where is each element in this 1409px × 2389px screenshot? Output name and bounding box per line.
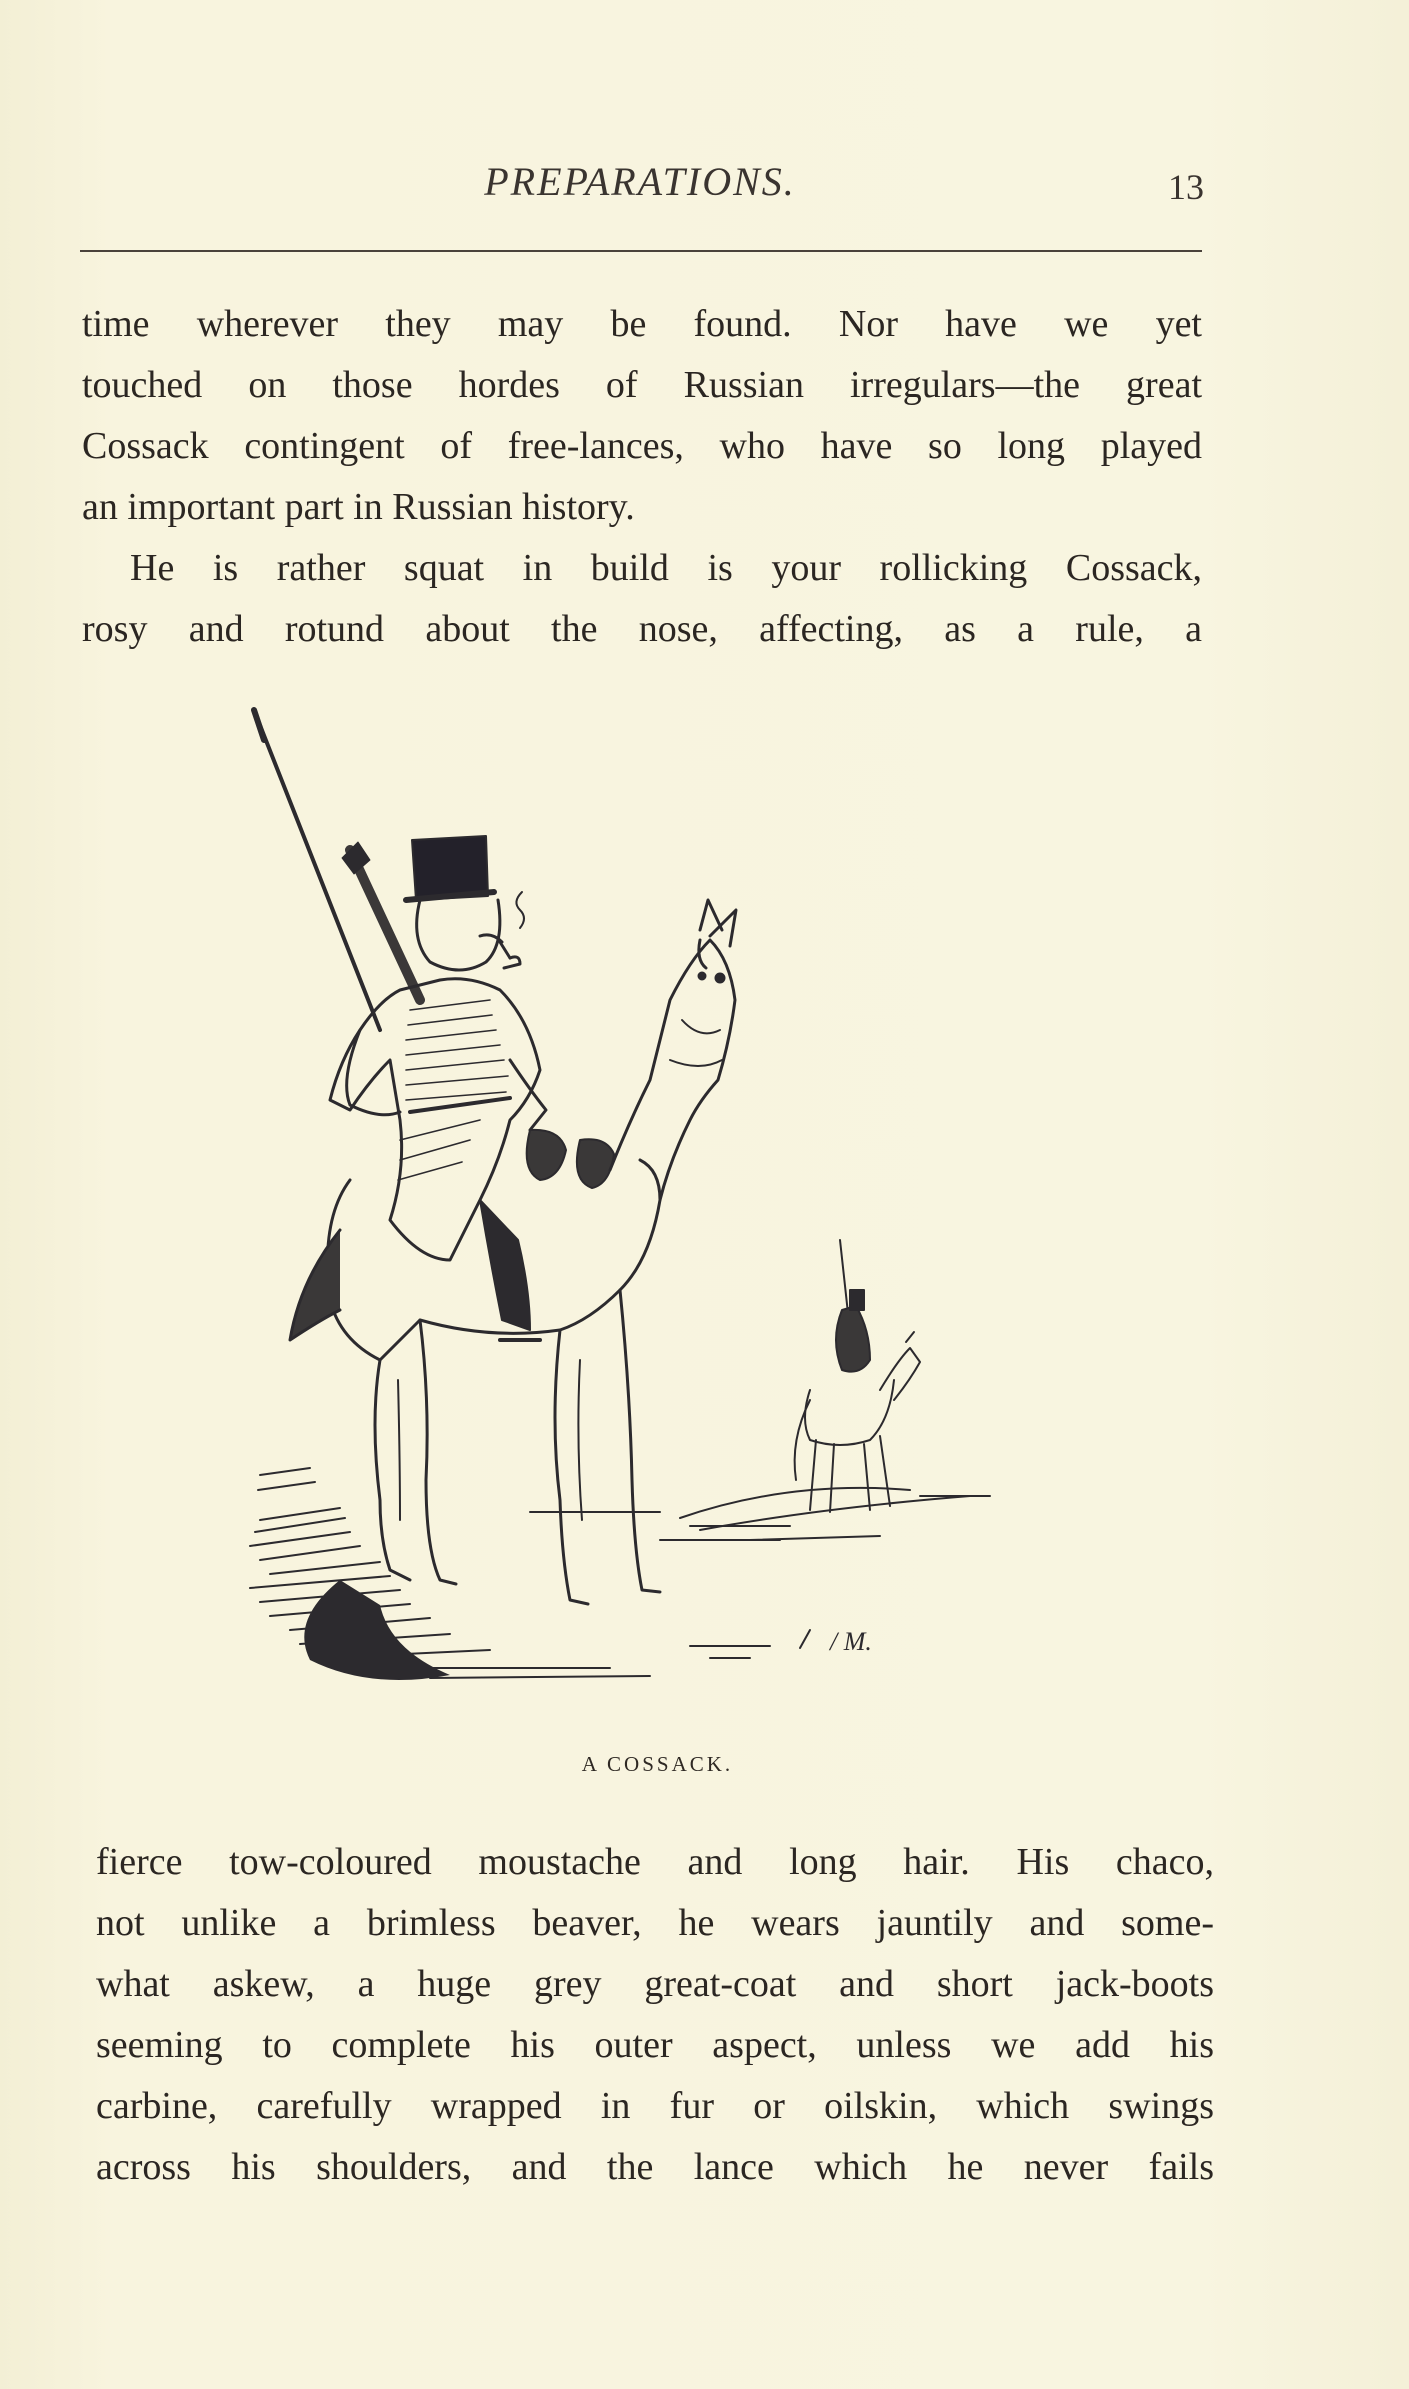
- rider-coat: [330, 979, 540, 1260]
- page-number: 13: [1168, 167, 1204, 207]
- text-line: fierce tow-coloured moustache and long hair. His chaco,: [96, 1841, 1214, 1883]
- saddle-flask: [527, 1130, 566, 1180]
- text-line: He is rather squat in build is your rollicking Cossack,: [130, 547, 1202, 589]
- rider-boot: [480, 1200, 530, 1330]
- text-line: an important part in Russian history.: [82, 486, 635, 528]
- text-line: across his shoulders, and the lance which he never fails: [96, 2146, 1214, 2188]
- shadow-patch: [304, 1580, 450, 1680]
- text-line: not unlike a brimless beaver, he wears jauntily and some-: [96, 1902, 1214, 1944]
- paragraph-bottom: [96, 1832, 1214, 2198]
- text-line: touched on those hordes of Russian irregulars—the great: [82, 364, 1202, 406]
- text-line: Cossack contingent of free-lances, who have so long played: [82, 425, 1202, 467]
- text-line: time wherever they may be found. Nor have we yet: [82, 303, 1202, 345]
- figure-caption: A COSSACK.: [581, 1752, 734, 1776]
- cossack-illustration: [230, 700, 1080, 1730]
- distant-rider: [795, 1240, 920, 1512]
- horse-leg: [375, 1360, 410, 1580]
- text-line: carbine, carefully wrapped in fur or oilskin, which swings: [96, 2085, 1214, 2127]
- chaco-hat: [412, 836, 488, 900]
- running-title: PREPARATIONS.: [484, 159, 796, 204]
- text-line: what askew, a huge grey great-coat and short jack-boots: [96, 1963, 1214, 2005]
- horse-tail: [290, 1230, 340, 1340]
- signature-mark: [800, 1630, 810, 1648]
- text-line: seeming to complete his outer aspect, unless we add his: [96, 2024, 1214, 2066]
- running-head: [80, 158, 1204, 208]
- illustration-signature: / M.: [830, 1627, 872, 1656]
- paragraph-top: [82, 294, 1202, 660]
- header-rule: [80, 250, 1202, 252]
- text-line: rosy and rotund about the nose, affecting, as a rule, a: [82, 608, 1202, 650]
